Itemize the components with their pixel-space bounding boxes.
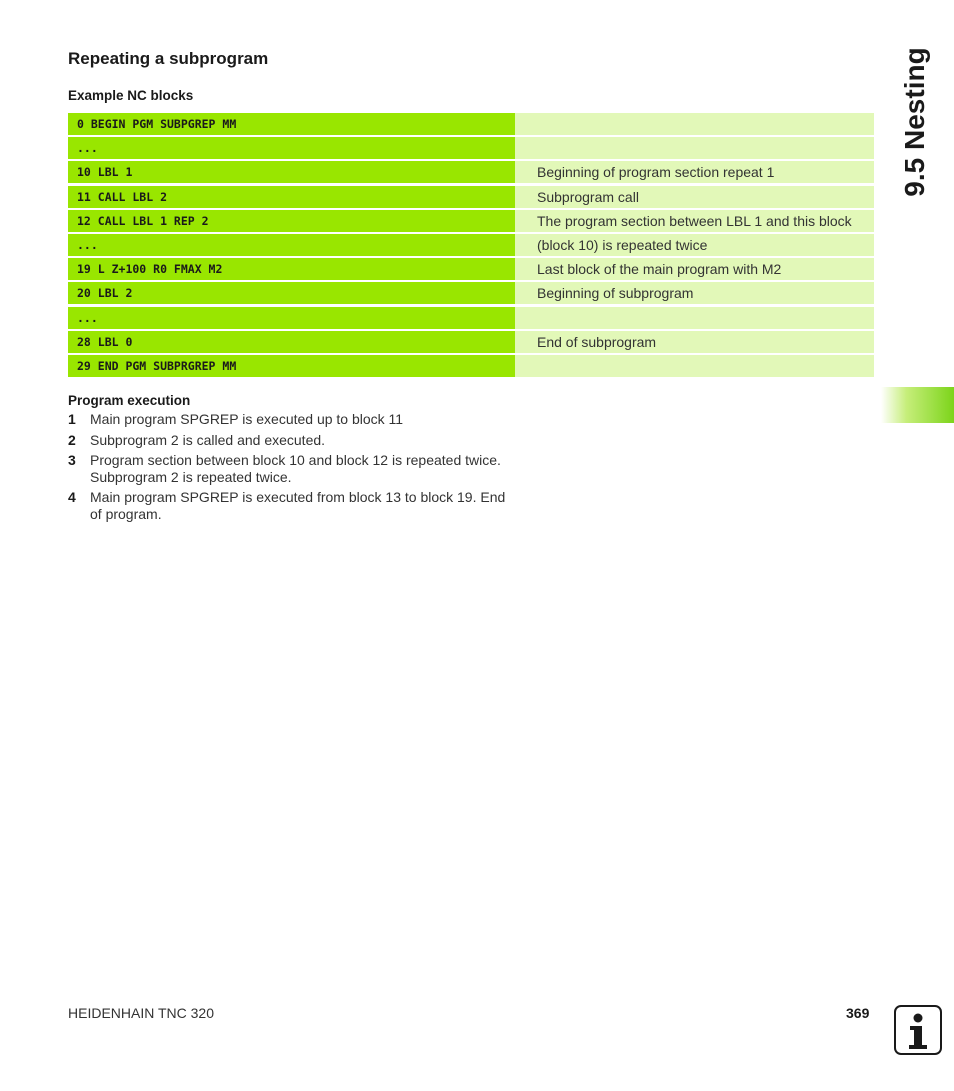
- chapter-side-title-text: 9.5 Nesting: [899, 47, 930, 197]
- execution-step-line: of program.: [90, 505, 162, 522]
- nc-block-row: [68, 186, 874, 208]
- page-number: 369: [846, 1005, 870, 1021]
- nc-block-code: 28 LBL 0: [68, 331, 515, 353]
- nc-block-comment: Last block of the main program with M2: [515, 258, 874, 280]
- nc-block-row: [68, 210, 874, 232]
- nc-block-comment: [515, 137, 874, 159]
- execution-step-number: 3: [68, 452, 76, 468]
- nc-block-comment: The program section between LBL 1 and this block: [515, 210, 874, 232]
- nc-block-row: [68, 161, 874, 183]
- nc-block-comment: [515, 355, 874, 377]
- info-icon: [894, 1005, 942, 1055]
- execution-step-number: 1: [68, 411, 76, 427]
- execution-step-line: Subprogram 2 is repeated twice.: [90, 468, 292, 485]
- execution-step: [68, 452, 518, 485]
- nc-block-row: [68, 355, 874, 377]
- execution-step-text: [90, 411, 518, 428]
- execution-step-number: 4: [68, 489, 76, 505]
- nc-block-comment: (block 10) is repeated twice: [515, 234, 874, 256]
- nc-block-comment: Beginning of subprogram: [515, 282, 874, 304]
- chapter-tab: [881, 387, 954, 423]
- nc-block-row: [68, 307, 874, 329]
- nc-block-code: 0 BEGIN PGM SUBPGREP MM: [68, 113, 515, 135]
- nc-block-code: ...: [68, 137, 515, 159]
- nc-block-row: [68, 282, 874, 304]
- execution-step-line: Main program SPGREP is executed from block 13 to block 19. End: [90, 489, 506, 505]
- nc-block-row: [68, 137, 874, 159]
- nc-block-comment: [515, 113, 874, 135]
- nc-block-row: [68, 113, 874, 135]
- nc-block-code: ...: [68, 234, 515, 256]
- nc-block-comment: [515, 307, 874, 329]
- nc-block-row: [68, 234, 874, 256]
- execution-step-text: [90, 432, 518, 449]
- execution-list: [68, 411, 518, 526]
- execution-step-line: Program section between block 10 and block 12 is repeated twice.: [90, 452, 501, 468]
- nc-block-code: 20 LBL 2: [68, 282, 515, 304]
- nc-block-code: 10 LBL 1: [68, 161, 515, 183]
- nc-block-row: [68, 331, 874, 353]
- execution-heading: Program execution: [68, 393, 191, 408]
- nc-block-code: ...: [68, 307, 515, 329]
- execution-step-text: [90, 489, 518, 522]
- execution-step-line: Subprogram 2 is called and executed.: [90, 431, 326, 448]
- nc-blocks-table: [68, 113, 874, 379]
- nc-block-code: 11 CALL LBL 2: [68, 186, 515, 208]
- nc-block-row: [68, 258, 874, 280]
- execution-step-number: 2: [68, 431, 76, 448]
- example-heading: Example NC blocks: [68, 88, 194, 103]
- execution-step: [68, 489, 518, 522]
- footer-product: HEIDENHAIN TNC 320: [68, 1005, 215, 1021]
- nc-block-code: 12 CALL LBL 1 REP 2: [68, 210, 515, 232]
- nc-block-comment: End of subprogram: [515, 331, 874, 353]
- info-glyph-icon: [896, 1007, 940, 1053]
- execution-step: [68, 432, 518, 449]
- section-title: Repeating a subprogram: [68, 49, 269, 68]
- execution-step-line: Main program SPGREP is executed up to block 11: [90, 411, 404, 427]
- execution-step: [68, 411, 518, 428]
- nc-block-comment: Beginning of program section repeat 1: [515, 161, 874, 183]
- chapter-side-title: [895, 47, 935, 197]
- execution-step-text: [90, 452, 518, 485]
- nc-block-comment: Subprogram call: [515, 186, 874, 208]
- nc-block-code: 29 END PGM SUBPRGREP MM: [68, 355, 515, 377]
- nc-block-code: 19 L Z+100 R0 FMAX M2: [68, 258, 515, 280]
